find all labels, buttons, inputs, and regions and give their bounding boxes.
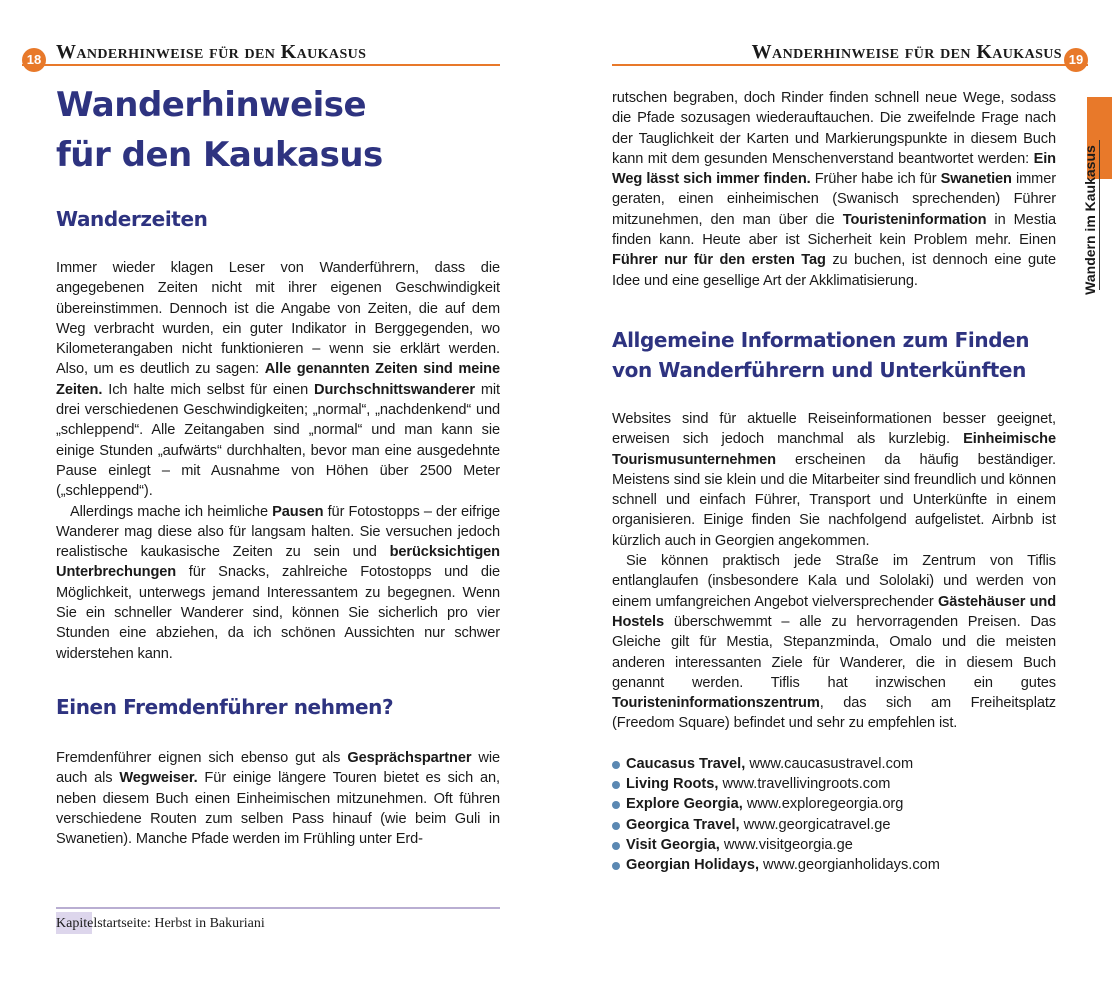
- section-heading-allgemein-line2: von Wanderführern und Unterkünften: [612, 357, 1026, 382]
- footer-rule: [56, 907, 500, 909]
- paragraph-wanderzeiten-2: [56, 502, 500, 664]
- bold-run: Wegweiser.: [119, 770, 198, 787]
- bold-run: Ein Weg lässt sich immer finden.: [612, 150, 1056, 188]
- text-run: in Mestia finden kann. Heute aber ist Sicherheit kein Problem mehr. Einen: [612, 211, 1057, 249]
- running-head-right: [612, 40, 1088, 66]
- operator-name: Explore Georgia,: [626, 796, 743, 813]
- bullet-icon: [612, 822, 620, 830]
- text-run: Immer wieder klagen Leser von Wanderführern, dass die angegebenen Zeiten nicht mit ihrer eigenen Geschwindigkeit übereinstimmen. Dennoch ist die Angabe von Zeiten, die auf dem Weg verbracht wurden, ein guter Indikator in Berggegenden, wo Kilometerangaben nicht funktionieren – wenn sie erklärt werden. Also, um es deutlich zu sagen:: [56, 260, 500, 378]
- section-heading-fremdenfuehrer: Einen Fremdenführer nehmen?: [56, 694, 394, 719]
- operator-name: Georgica Travel,: [626, 816, 740, 833]
- list-item: [612, 815, 1056, 835]
- paragraph-wanderzeiten-1: [56, 258, 500, 502]
- paragraph-allgemein-2: [612, 551, 1056, 734]
- text-run: rutschen begraben, doch Rinder finden schnell neue Wege, sodass die Pfade sozusagen wiederauftauchen. Die zweifelnde Frage nach der Tauglichkeit der Karten und Markierungspunkte in diesem Buch kann mit dem gesunden Menschenverstand beantwortet werden:: [612, 90, 1056, 167]
- tour-operator-list: [612, 754, 1056, 876]
- bullet-icon: [612, 781, 620, 789]
- text-run: Früher habe ich für: [810, 171, 941, 188]
- chapter-side-label-text: Wandern im Kaukasus: [1082, 145, 1098, 295]
- bullet-icon: [612, 842, 620, 850]
- chapter-start-caption: Kapitelstartseite: Herbst in Bakuriani: [56, 916, 265, 931]
- side-rule: [1099, 140, 1100, 290]
- section-heading-allgemein-line1: Allgemeine Informationen zum Finden: [612, 327, 1030, 352]
- text-run: Websites sind für aktuelle Reiseinformationen besser geeignet, erweisen sich jedoch manchmal als kurzlebig.: [612, 410, 1056, 448]
- text-run: , das sich am Freiheitsplatz (Freedom Square) befindet und sehr zu empfehlen ist.: [612, 695, 1056, 732]
- operator-name: Visit Georgia,: [626, 836, 720, 853]
- bold-run: Gästehäuser und Hostels: [612, 593, 1057, 630]
- text-run: immer geraten, einen einheimischen (Swanisch sprechenden) Führer mitzunehmen, den man über die: [612, 171, 1056, 228]
- bold-run: Durchschnittswanderer: [314, 381, 475, 398]
- text-run: Ich halte mich selbst für einen: [102, 381, 315, 398]
- bold-run: Pausen: [272, 503, 324, 520]
- right-column: [612, 88, 1056, 876]
- page-number-left: 18: [22, 48, 46, 72]
- text-run: wie auch als: [56, 749, 500, 787]
- bold-run: Einheimische Tourismusunternehmen: [612, 431, 1056, 468]
- text-run: erscheinen da häufig beständiger. Meistens sind sie klein und die Mitarbeiter sind freundlich und können schnell und einfach Führer, Transport und Unterkünfte in einem organisieren. Einige finden Sie nachfolgend aufgelistet. Airbnb ist kürzlich auch in Georgien angekommen.: [612, 451, 1056, 549]
- operator-url[interactable]: www.georgicatravel.ge: [739, 816, 891, 833]
- running-head-text-left: Wanderhinweise für den Kaukasus: [56, 41, 367, 63]
- paragraph-allgemein-1: [612, 409, 1056, 551]
- list-item: [612, 794, 1056, 814]
- bold-run: Gesprächspartner: [347, 749, 472, 766]
- text-run: mit drei verschiedenen Geschwindigkeiten; „normal“, „nachdenkend“ und „schleppend“. Alle Zeitangaben sind „normal“ und man kann sie einige Stunden „aufwärts“ durchhalten, bevor man eine ausgedehnte Pause einlegt – mit Ausnahme von Höhen über 2500 Meter („schleppend“).: [56, 381, 501, 500]
- text-run: Allerdings mache ich heimliche: [70, 503, 273, 520]
- text-run: Sie können praktisch jede Straße im Zentrum von Tiflis entlanglaufen (insbesondere Kala und Sololaki) und werden von einem umfangreichen Angebot vielversprechender: [612, 553, 1056, 610]
- text-run: Für einige längere Touren bietet es sich an, neben diesem Buch einen Einheimischen mitzunehmen. Oft führen verschiedene Routen zum selben Pass hinauf (wie beim Guli in Swanetien). Manche Pfade werden im Frühling unter Erd-: [56, 770, 500, 848]
- page-title-line1: Wanderhinweise: [56, 85, 367, 125]
- list-item: [612, 855, 1056, 875]
- text-run: für Fotostopps – der eifrige Wanderer mag diese also für langsam halten. Sie versuchen jedoch realistische kaukasische Zeiten zu sein und: [56, 503, 501, 561]
- paragraph-continuation: [612, 88, 1056, 291]
- text-run: zu buchen, ist dennoch eine gute Idee und eine gesellige Art der Akklimatisierung.: [612, 252, 1056, 289]
- bullet-icon: [612, 862, 620, 870]
- bold-run: Alle genannten Zeiten sind meine Zeiten.: [56, 361, 501, 398]
- bullet-icon: [612, 801, 620, 809]
- running-head-left: [22, 40, 500, 66]
- bold-run: Führer nur für den ersten Tag: [612, 252, 826, 269]
- operator-name: Caucasus Travel,: [626, 755, 746, 772]
- text-run: Fremdenführer eignen sich ebenso gut als: [56, 749, 348, 766]
- operator-url[interactable]: www.georgianholidays.com: [759, 857, 940, 874]
- operator-url[interactable]: www.travellivingroots.com: [718, 776, 891, 793]
- text-run: überschwemmt – alle zu hervorragenden Preisen. Das Gleiche gilt für Mestia, Stepanzminda, Omalo und die meisten anderen interessanten Ziele für Wanderer, die in diesem Buch genannt werden. Tiflis hat inzwischen ein gutes: [612, 613, 1056, 691]
- page-title: [56, 80, 500, 180]
- bold-run: berücksichtigen Unterbrechungen: [56, 544, 500, 581]
- right-page: [556, 0, 1112, 1000]
- operator-name: Living Roots,: [626, 776, 719, 793]
- operator-url[interactable]: www.visitgeorgia.ge: [719, 836, 853, 853]
- running-head-text-right: Wanderhinweise für den Kaukasus: [751, 41, 1062, 63]
- bold-run: Swanetien: [940, 171, 1012, 188]
- operator-url[interactable]: www.caucasustravel.com: [745, 755, 914, 772]
- list-item: [612, 774, 1056, 794]
- operator-url[interactable]: www.exploregeorgia.org: [742, 796, 904, 813]
- section-heading-allgemein: [612, 325, 1056, 385]
- paragraph-fremdenfuehrer-1: [56, 748, 500, 849]
- bold-run: Touristeninformation: [842, 211, 987, 228]
- page-number-right: 19: [1064, 48, 1088, 72]
- text-run: für Snacks, zahlreiche Fotostopps und die Möglichkeit, unterwegs jemand Interessantem zu begegnen. Wenn Sie ein schneller Wanderer sind, können Sie sicherlich pro vier Stunden eine abziehen, da ich schönen Aussichten nur schwer widerstehen kann.: [56, 564, 500, 662]
- page-title-line2: für den Kaukasus: [56, 135, 383, 175]
- bold-run: Touristeninformationszentrum: [612, 695, 820, 712]
- list-item: [612, 754, 1056, 774]
- list-item: [612, 835, 1056, 855]
- section-heading-wanderzeiten: Wanderzeiten: [56, 207, 208, 231]
- bullet-icon: [612, 761, 620, 769]
- operator-name: Georgian Holidays,: [626, 857, 759, 874]
- left-column: [56, 80, 500, 849]
